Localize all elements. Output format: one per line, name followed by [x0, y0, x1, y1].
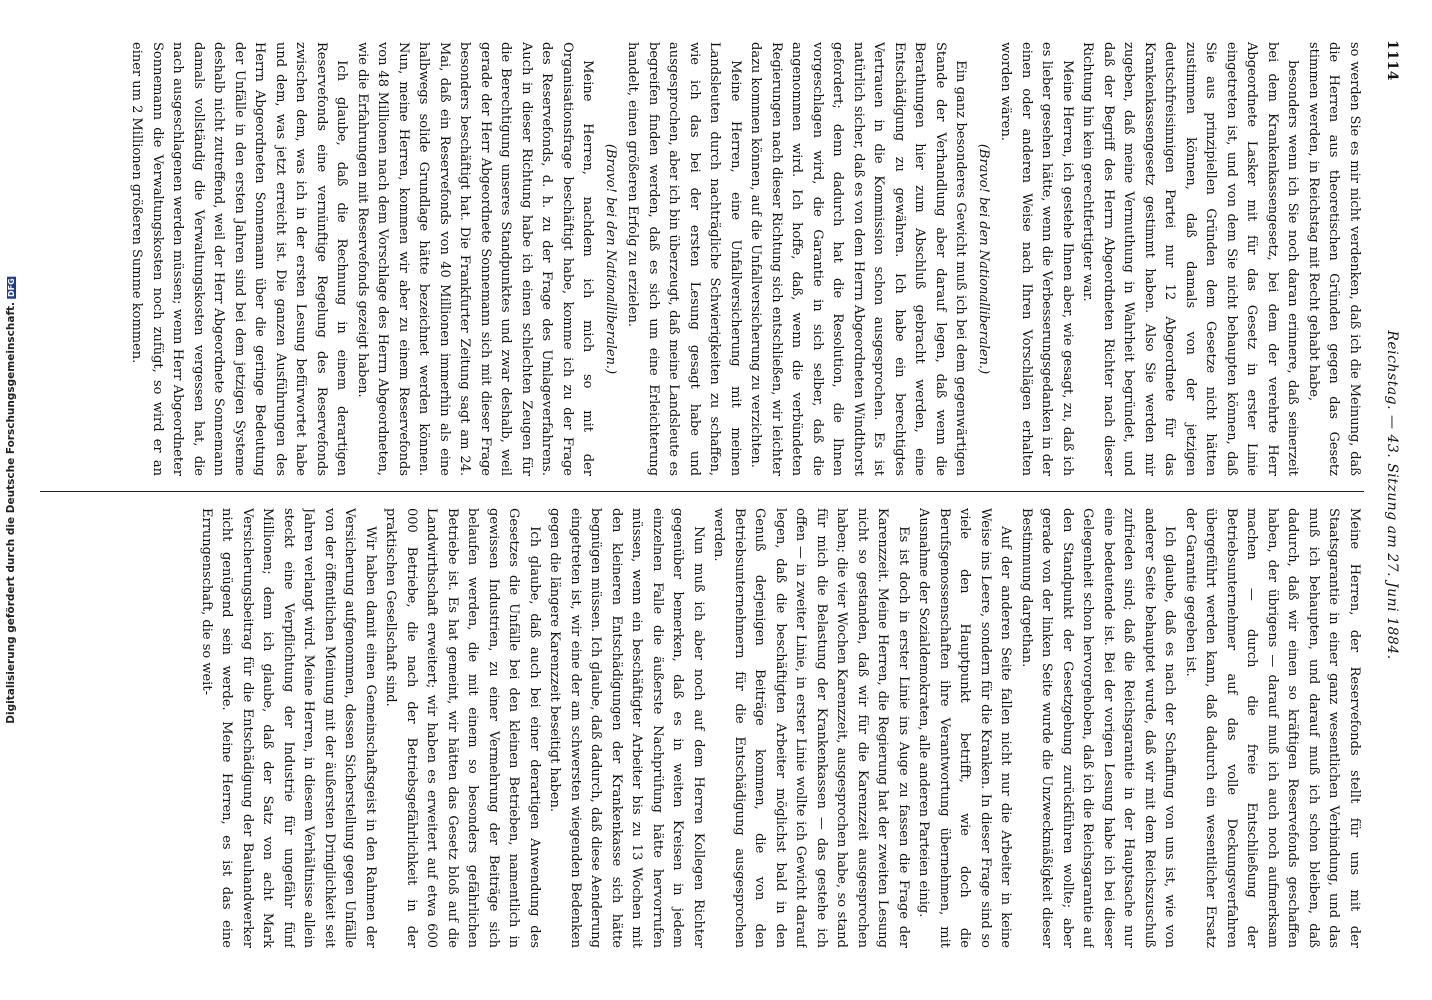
- scanned-page-area: [28, 30, 1408, 960]
- column-divider: [40, 491, 1364, 492]
- digitization-credit: [0, 0, 22, 1000]
- paragraph: Es ist doch in erster Linie ins Auge zu fassen die Frage der Karenzzeit. Meine Herren, die Regierung hat der zweiten Lesung nicht so gestanden, daß wir für die Karenzzeit ausgesprochen haben; die vier Wochen Karenzzeit, ausgesprochen habe, so stand für mich die Belastung der Krankenkassen — das gestehe ich offen — in zweiter Linie, in erster Linie wollte ich Gewicht darauf legen, daß die beschäftigten Arbeiter möglichst bald in den Genuß derjenigen Beiträge kommen, die von den Betriebsunternehmern für die Entschädigung ausgesprochen werden.: [711, 508, 911, 948]
- paragraph: Ich glaube, daß es nach der Schaffung von uns ist, wie von anderer Seite behauptet wurde, daß wir mit dem Reichszuschuß zufrieden sind; daß die Reichsgarantie in der Hauptsache nur eine bedeutende ist. Bei der vorigen Lesung habe ich bei dieser Gelegenheit schon hervorgehoben, daß ich die Reichsgarantie auf den Standpunkt der Gesetzgebung zurückführen wollte; aber gerade von der linken Seite wurde die Unzweckmäßigkeit dieser Bestimmung dargethan.: [1019, 508, 1178, 948]
- paragraph: Auf der anderen Seite fallen nicht nur die Arbeiter in keine Weise ins Leere, sondern für die Kranken. In dieser Frage sind so viele den Hauptpunkt betrifft, wie doch die Berufsgenossenschaften ihre Verantwortung übernehmen, mit Ausnahme der Sozialdemokraten, alle anderen Parteien einig.: [916, 508, 1014, 948]
- page-header: [1378, 40, 1400, 950]
- stage-direction: (Bravo! bei den Nationalliberalen.): [976, 143, 991, 375]
- paragraph: Ich glaube, daß die Rechnung in einem derartigen Reservefonds eine vernünftige Regelung des Reservefonds zwischen dem, was ich in der ersten Lesung befürwortet habe und dem, was jetzt erreicht ist. Die ganzen Ausführungen des Herrn Abgeordneten Sonnemann über die geringe Bedeutung der Unfälle in den ersten Jahren sind bei dem jetzigen Systeme deshalb nicht zutreffend, weil der Herr Abgeordnete Sonnemann damals vollständig die Verwaltungskosten vergessen hat, die nach ausgeschlagenen werden müssen; wenn Herr Abgeordneter Sonnemann die Verwaltungskosten noch zufügt, so wird er an einer um 2 Millionen größeren Summe kommen.: [129, 42, 350, 476]
- paragraph: so werden Sie es mir nicht verdenken, daß ich die Meinung, daß die Herren aus theoretischen Gründen gegen das Gesetz stimmen werden, in Reichstag mit Recht gehabt habe,: [1306, 42, 1362, 476]
- page-number: 1114: [1384, 40, 1400, 81]
- paragraph: besonders wenn ich Sie noch daran erinnere, daß seinerzeit bei dem Krankenkassengesetz, bei dem der verehrte Herr Abgeordnete Lasker mit für das Gesetz in erster Linie eingetreten ist, und von dem Sie nicht behaupten können, daß Sie aus prinzipiellen Gründen dem Gesetze nicht hätten zustimmen können, daß damals von der jetzigen deutschfreisinnigen Partei nur 12 Abgeordnete für das Krankenkassengesetz gestimmt haben. Also Sie werden mir zugeben, daß meine Vermuthung in Wahrheit begründet, und daß der Begriff des Herrn Abgeordneten Richter nach dieser Richtung hin kein gerechtfertigter war.: [1080, 42, 1301, 476]
- paragraph: Wir haben damit einen Gemeinschaftsgeist in den Rahmen der Versicherung aufgenommen, dessen Sicherstellung gegen Unfälle von der öffentlichen Meinung mit der äußersten Dringlichkeit seit Jahren verlangt wird. Meine Herren, in diesem Verhältnisse allein steckt eine Verpflichtung der Industrie für ungefähr fünf Millionen; denn ich glaube, daß der Satz von acht Mark Versicherungsbeitrag für die Entschädigung der Bauhandwerker nicht genügend sein werde. Meine Herren, es ist das eine Errungenschaft, die so weit-: [199, 508, 378, 948]
- paragraph: Ein ganz besonderes Gewicht muß ich bei dem gegenwärtigen Stande der Verhandlung aber darauf legen, daß wenn die Berathungen hier zum Abschluß gebracht werden, eine Entschädigung zu gewähren. Ich habe ein berechtigtes Vertrauen in die Kommission schon ausgesprochen. Es ist natürlich sicher, daß es von dem Herrn Abgeordneten Windthorst gefordert; denn dadurch hat die Resolution, die Ihnen vorgeschlagen wird, die Garantie in sich selber, daß die angenommen wird. Ich hoffe, daß, wenn die verbündeten Regierungen nach dieser Richtung sich entschließen, wir leichter dazu kommen können, auf die Unfallversicherung zu verzichten.: [748, 42, 969, 476]
- dfg-logo: DFG: [6, 278, 16, 297]
- paragraph: Meine Herren, eine Unfallversicherung mit meinen Landsleuten durch nachträgliche Schwierigkeiten zu schaffen, wie ich das bei der ersten Lesung gesagt habe und ausgesprochen, aber ich bin überzeugt, daß meine Landsleute es begreifen finden werden, daß es sich um eine Erleichterung handelt, einen größeren Erfolg zu erzielen.: [625, 42, 743, 476]
- paragraph: Meine Herren, der Reservefonds stellt für uns mit der Staatsgarantie in einer ganz wesentlichen Verbindung, und das muß ich behaupten, und darauf muß ich schon bleiben, daß dadurch, daß wir einen so kräftigen Reservefonds geschaffen haben, der übrigens — darauf muß ich auch noch aufmerksam machen — durch die freie Entschließung der Betriebsunternehmer auf das volle Deckungsverfahren übergeführt werden kann, daß dadurch ein wesentlicher Ersatz der Garantie gegeben ist.: [1183, 508, 1362, 948]
- running-head: Reichstag. — 43. Sitzung am 27. Juni 1884.: [1384, 330, 1400, 660]
- stage-direction: (Bravo! bei den Nationalliberalen.): [603, 143, 618, 375]
- left-column: [40, 42, 1364, 476]
- paragraph: Meine Herren, nachdem ich mich so mit der Organisationsfrage beschäftigt habe, komme ich zu der Frage des Reservefonds, d. h. zu der Frage des Umlageverfahrens. Auch in dieser Richtung habe ich einen schlechten Zeugen für die Berechtigung unseres Standpunktes und zwar deshalb, weil gerade der Herr Abgeordnete Sonnemann sich mit dieser Frage besonders beschäftigt hat. Die Frankfurter Zeitung sagt am 24. Mai, daß ein Reservefonds von 40 Millionen immerhin als eine halbwegs solide Grundlage hätte bezeichnet werden können. Nun, meine Herren, kommen wir aber zu einem Reservefonds von 48 Millionen nach dem Vorschlage des Herrn Abgeordneten, wie die Erfahrungen mit Reservefonds gezeigt haben.: [355, 42, 596, 476]
- right-column: [40, 508, 1364, 948]
- paragraph: Nun muß ich aber noch auf dem Herren Kollegen Richter gegenüber bemerken, daß es in weiten Kreisen in jedem einzelnen Falle die äußerste Nachprüfung hätte hervorrufen müssen, wenn ein beschäftigter Arbeiter bis zu 13 Wochen mit den kleineren Entschädigungen der Krankenkasse sich hätte begnügen müssen. Ich glaube, daß dadurch, daß diese Aenderung eingetreten ist, wir eine der am schwersten wiegenden Bedenken gegen die längere Karenzzeit beseitigt haben.: [547, 508, 706, 948]
- paragraph: Ich glaube, daß auch bei einer derartigen Anwendung des Gesetzes die Unfälle bei den kleinen Betrieben, namentlich in gewissen Industrien, zu einer Vermehrung der Beiträge sich belaufen werden, die mit einem so besonders gefährlichen Betriebe ist. Es hat gemeint, wir hätten das Gesetz bloß auf die Landwirthschaft erweitert; wir haben es erweitert auf etwa 600 000 Betriebe, die nach der Betriebsgefährlichkeit in der praktischen Gesellschaft sind.: [383, 508, 542, 948]
- credit-label: Digitalisierung gefördert durch die Deutsche Forschungsgemeinschaft.: [5, 301, 17, 724]
- paragraph: Meine Herren, ich gestehe Ihnen aber, wie gesagt, zu, daß ich es lieber gesehen hätte, wenn die Verbesserungsgedanken in der einen oder anderen Weise nach Ihren Vorschlägen erhalten worden wären.: [998, 42, 1075, 476]
- credit-text: [5, 276, 17, 723]
- document-page: [28, 30, 1408, 960]
